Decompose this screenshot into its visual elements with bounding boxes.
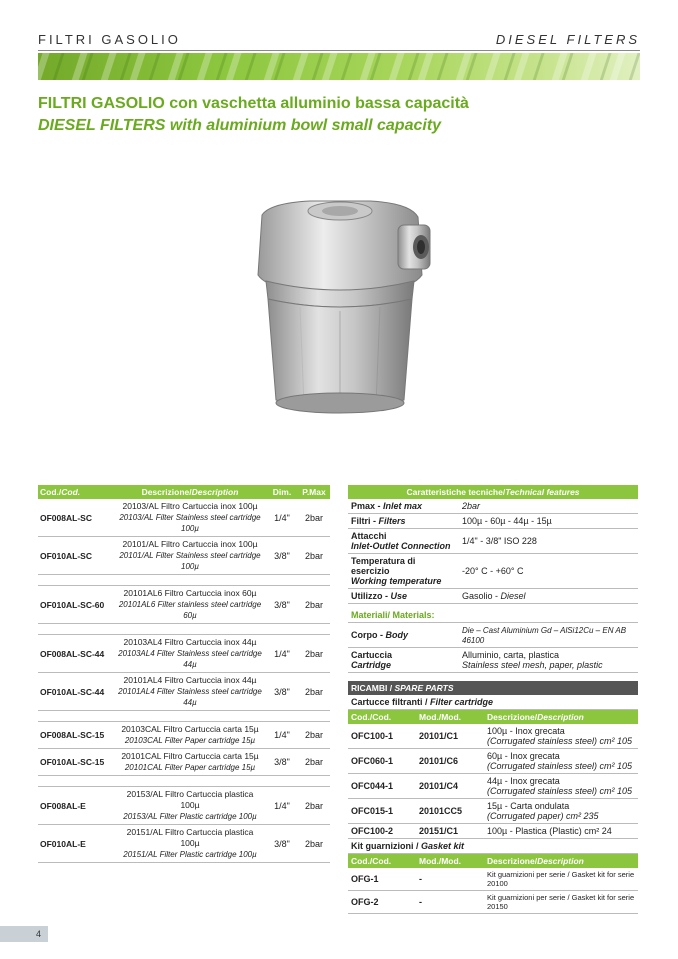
product-row (38, 749, 330, 776)
band-stripe (627, 53, 640, 80)
page-number: 4 (36, 929, 42, 939)
col-header-pmax: P.Max (298, 485, 330, 499)
tech-row (348, 499, 638, 514)
product-row (38, 586, 330, 624)
header-section-en: DIESEL FILTERS (495, 32, 640, 47)
product-code: OF010AL-SC-15 (38, 749, 114, 776)
cartridge-row (348, 774, 638, 799)
gasket-col-model: Mod./Mod. (416, 854, 484, 868)
description-it: 20101CAL Filtro Cartuccia carta 15µ (121, 751, 259, 761)
product-description (114, 787, 266, 825)
tech-key (348, 529, 459, 554)
tech-header: Caratteristiche tecniche/Technical features (348, 485, 638, 499)
material-row (348, 648, 638, 673)
tech-key (348, 499, 459, 514)
product-description (114, 537, 266, 575)
cartridge-description (484, 824, 638, 839)
tech-key-it: Pmax - (351, 501, 384, 511)
product-row (38, 787, 330, 825)
product-description (114, 722, 266, 749)
description-it: 20101AL6 Filtro Cartuccia inox 60µ (123, 588, 257, 598)
description-it: 20153/AL Filtro Cartuccia plastica 100µ (126, 789, 254, 810)
spacer-cell (38, 711, 330, 722)
group-spacer (38, 711, 330, 722)
tech-key-en: Working temperature (351, 576, 442, 586)
cartridge-model: 20151/C1 (416, 824, 484, 839)
cartridge-code: OFC044-1 (348, 774, 416, 799)
cartridge-description (484, 724, 638, 749)
band-stripe (291, 53, 311, 80)
tech-value (459, 514, 638, 529)
page-title-it: FILTRI GASOLIO con vaschetta alluminio bassa capacità (38, 95, 469, 112)
materials-title: Materiali/ Materials: (348, 604, 638, 623)
tech-key-it: Utilizzo - (351, 591, 391, 601)
tech-key-en: Inlet max (383, 501, 423, 511)
description-en: 20101/AL Filter Stainless steel cartridge 100µ (119, 551, 261, 571)
decorative-green-band (38, 53, 640, 80)
tech-value-text: -20° C - +60° C (462, 566, 524, 576)
description-en: 20101AL4 Filter Stainless steel cartridge 44µ (118, 687, 262, 707)
product-pmax: 2bar (298, 787, 330, 825)
material-key-it: Corpo - (351, 630, 386, 640)
col-header-description: Descrizione/Description (114, 485, 266, 499)
tech-row (348, 529, 638, 554)
spare-parts-bar: RICAMBI / SPARE PARTS (348, 681, 638, 695)
tech-key-en: Use (390, 591, 408, 601)
gasket-code: OFG-1 (348, 868, 416, 891)
gasket-row (348, 891, 638, 914)
product-dim: 1/4" (266, 635, 298, 673)
cartridge-code: OFC060-1 (348, 749, 416, 774)
material-row (348, 623, 638, 648)
band-stripe (608, 53, 628, 80)
gasket-row (348, 868, 638, 891)
group-spacer (38, 575, 330, 586)
band-stripe (51, 53, 67, 80)
product-row (38, 722, 330, 749)
product-pmax: 2bar (298, 586, 330, 624)
product-description (114, 825, 266, 863)
tech-value-en: Diesel (500, 591, 526, 601)
tech-key-en: Filters (378, 516, 406, 526)
product-dim: 3/8" (266, 537, 298, 575)
description-en: 20101AL6 Filter stainless steel cartridge 60µ (118, 600, 262, 620)
cartridge-row (348, 824, 638, 839)
gasket-section-title: Kit guarnizioni / Gasket kit (348, 839, 638, 854)
cartridge-model: 20101/C4 (416, 774, 484, 799)
product-description (114, 673, 266, 711)
tech-value (459, 529, 638, 554)
tech-value (459, 554, 638, 589)
tech-table (348, 499, 638, 604)
cartridge-desc-line2: (Corrugated paper) cm² 235 (487, 811, 599, 821)
tech-value-text: 1/4" - 3/8" ISO 228 (462, 536, 537, 546)
band-stripe (387, 53, 407, 80)
cart-col-code: Cod./Cod. (348, 710, 416, 724)
header-section-it: FILTRI GASOLIO (38, 32, 181, 47)
product-dim: 1/4" (266, 787, 298, 825)
description-en: 20151/AL Filter Plastic cartridge 100µ (123, 850, 257, 859)
product-code: OF008AL-E (38, 787, 114, 825)
gasket-table (348, 854, 638, 914)
product-dim: 3/8" (266, 586, 298, 624)
band-stripe (435, 53, 451, 80)
cart-col-model: Mod./Mod. (416, 710, 484, 724)
material-value-en: Stainless steel mesh, paper, plastic (462, 660, 603, 670)
description-it: 20151/AL Filtro Cartuccia plastica 100µ (126, 827, 254, 848)
diesel-filter-product-image (240, 195, 440, 435)
product-dim: 3/8" (266, 673, 298, 711)
cartridge-row (348, 749, 638, 774)
tech-value-text: 100µ - 60µ - 44µ - 15µ (462, 516, 552, 526)
cartridge-desc-line1: 100µ - Inox grecata (487, 726, 565, 736)
cartridge-code: OFC100-1 (348, 724, 416, 749)
cartridge-table (348, 710, 638, 839)
product-row (38, 635, 330, 673)
product-pmax: 2bar (298, 673, 330, 711)
product-dim: 1/4" (266, 499, 298, 537)
product-description (114, 749, 266, 776)
cartridge-description (484, 774, 638, 799)
col-header-dim: Dim. (266, 485, 298, 499)
band-stripe (416, 53, 436, 80)
material-value-it: Alluminio, carta, plastica (462, 650, 560, 660)
cartridge-desc-line1: 100µ - Plastica (Plastic) cm² 24 (487, 826, 612, 836)
cartridge-model: 20101CC5 (416, 799, 484, 824)
material-key (348, 623, 459, 648)
tech-row (348, 554, 638, 589)
cartridge-description (484, 749, 638, 774)
product-pmax: 2bar (298, 537, 330, 575)
cartridge-description (484, 799, 638, 824)
col-header-code: Cod./Cod. (38, 485, 114, 499)
product-table (38, 485, 330, 863)
description-it: 20103/AL Filtro Cartuccia inox 100µ (122, 501, 258, 511)
tech-value-text: 2bar (462, 501, 481, 511)
product-code: OF010AL-SC-44 (38, 673, 114, 711)
product-row (38, 673, 330, 711)
band-stripe (512, 53, 532, 80)
description-en: 20103CAL Filter Paper cartridge 15µ (124, 736, 256, 745)
spacer-cell (38, 575, 330, 586)
gasket-model: - (416, 868, 484, 891)
tech-value (459, 499, 638, 514)
cart-col-description: Descrizione/Description (484, 710, 638, 724)
gasket-code: OFG-2 (348, 891, 416, 914)
group-spacer (38, 776, 330, 787)
cartridge-row (348, 724, 638, 749)
material-key-en: Cartridge (351, 660, 392, 670)
product-code: OF008AL-SC-15 (38, 722, 114, 749)
page-title-en: DIESEL FILTERS with aluminium bowl small capacity (38, 117, 442, 134)
gasket-description: Kit guarnizioni per serie / Gasket kit for serie 20100 (484, 868, 638, 891)
band-stripe (579, 53, 599, 80)
cartridge-desc-line1: 60µ - Inox grecata (487, 751, 560, 761)
product-pmax: 2bar (298, 499, 330, 537)
description-en: 20103AL4 Filter Stainless steel cartridge 44µ (118, 649, 262, 669)
material-key (348, 648, 459, 673)
tech-key (348, 589, 459, 604)
product-row (38, 537, 330, 575)
gasket-col-code: Cod./Cod. (348, 854, 416, 868)
tech-value (459, 589, 638, 604)
gasket-col-description: Descrizione/Description (484, 854, 638, 868)
product-pmax: 2bar (298, 635, 330, 673)
cartridge-model: 20101/C1 (416, 724, 484, 749)
material-key-en: Body (385, 630, 408, 640)
technical-column (348, 485, 638, 914)
product-pmax: 2bar (298, 749, 330, 776)
product-row (38, 825, 330, 863)
material-key-it: Cartuccia (351, 650, 393, 660)
cartridge-desc-line2: (Corrugated stainless steel) cm² 105 (487, 786, 633, 796)
band-stripe (147, 53, 163, 80)
band-stripe (224, 53, 244, 80)
product-code: OF010AL-SC-60 (38, 586, 114, 624)
product-pmax: 2bar (298, 722, 330, 749)
product-description (114, 586, 266, 624)
cartridge-code: OFC100-2 (348, 824, 416, 839)
band-stripe (99, 53, 119, 80)
material-value (459, 623, 638, 648)
tech-key (348, 514, 459, 529)
product-pmax: 2bar (298, 825, 330, 863)
cartridge-model: 20101/C6 (416, 749, 484, 774)
material-value-text: Die – Cast Aluminium Gd – AlSi12Cu – EN AB 46100 (462, 626, 627, 645)
spacer-cell (38, 624, 330, 635)
band-stripe (243, 53, 259, 80)
band-stripe (483, 53, 503, 80)
tech-key (348, 554, 459, 589)
product-dim: 3/8" (266, 825, 298, 863)
cartridge-code: OFC015-1 (348, 799, 416, 824)
gasket-description: Kit guarnizioni per serie / Gasket kit for serie 20150 (484, 891, 638, 914)
tech-row (348, 514, 638, 529)
description-en: 20101CAL Filter Paper cartridge 15µ (124, 763, 256, 772)
cartridge-desc-line2: (Corrugated stainless steel) cm² 105 (487, 761, 633, 771)
gasket-model: - (416, 891, 484, 914)
band-stripe (128, 53, 148, 80)
description-it: 20103AL4 Filtro Cartuccia inox 44µ (123, 637, 257, 647)
tech-key-it: Filtri - (351, 516, 379, 526)
band-stripe (531, 53, 547, 80)
materials-table (348, 623, 638, 673)
description-en: 20153/AL Filter Plastic cartridge 100µ (123, 812, 257, 821)
description-it: 20101/AL Filtro Cartuccia inox 100µ (122, 539, 258, 549)
cartridge-desc-line1: 15µ - Carta ondulata (487, 801, 570, 811)
cartridge-desc-line1: 44µ - Inox grecata (487, 776, 560, 786)
product-row (38, 499, 330, 537)
band-stripe (38, 53, 51, 80)
cartridge-row (348, 799, 638, 824)
tech-value-it: Gasolio - (462, 591, 501, 601)
band-stripe (320, 53, 340, 80)
band-stripe (339, 53, 355, 80)
product-description (114, 499, 266, 537)
cartridge-section-title: Cartucce filtranti / Filter cartridge (348, 695, 638, 710)
product-description (114, 635, 266, 673)
description-en: 20103/AL Filter Stainless steel cartridge 100µ (119, 513, 261, 533)
product-code: OF008AL-SC-44 (38, 635, 114, 673)
tech-key-it: Attacchi (351, 531, 387, 541)
description-it: 20103CAL Filtro Cartuccia carta 15µ (121, 724, 259, 734)
product-code: OF010AL-SC (38, 537, 114, 575)
group-spacer (38, 624, 330, 635)
material-value (459, 648, 638, 673)
product-dim: 3/8" (266, 749, 298, 776)
product-code: OF010AL-E (38, 825, 114, 863)
description-it: 20101AL4 Filtro Cartuccia inox 44µ (123, 675, 257, 685)
product-code: OF008AL-SC (38, 499, 114, 537)
product-dim: 1/4" (266, 722, 298, 749)
band-stripe (195, 53, 215, 80)
tech-key-it: Temperatura di esercizio (351, 556, 416, 576)
cartridge-desc-line2: (Corrugated stainless steel) cm² 105 (487, 736, 633, 746)
tech-row (348, 589, 638, 604)
spacer-cell (38, 776, 330, 787)
tech-key-en: Inlet-Outlet Connection (351, 541, 451, 551)
header-rule (38, 50, 640, 51)
